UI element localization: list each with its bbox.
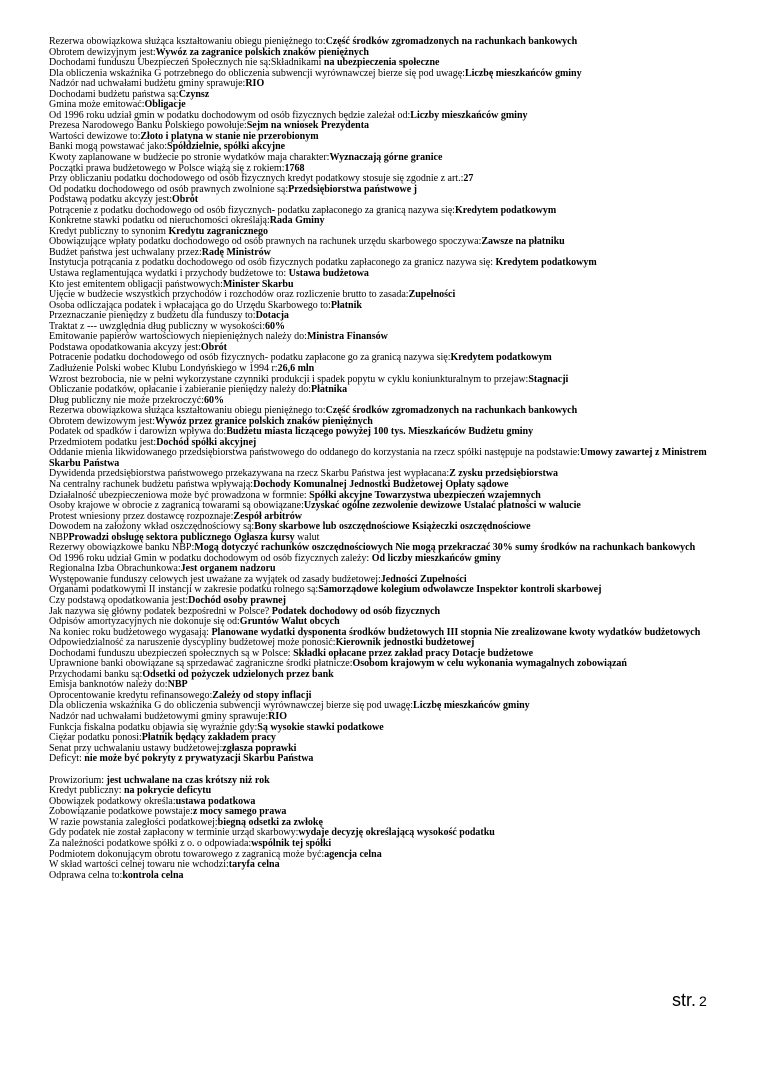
answer-text: Zależy od stopy inflacji <box>212 689 312 701</box>
answer-text: Ustawa budżetowa <box>288 268 369 280</box>
question-text: Przy obliczaniu podatku dochodowego od osób fizycznych kredyt podatkowy stosuje się zgodnie z art.: <box>49 173 464 185</box>
question-text: Obrotem dewizyjnym jest: <box>49 46 156 58</box>
question-text: Dywidenda przedsiębiorstwa państwowego przekazywana na rzecz Skarbu Państwa jest wypłacana: <box>49 468 450 480</box>
question-text: Funkcja fiskalna podatku objawia się wyraźnie gdy: <box>49 721 258 733</box>
qa-line <box>49 754 719 765</box>
question-text: Odprawa celna to: <box>49 869 123 881</box>
question-text: Od 1996 roku udział Gmin w podatku dochodowym od osób fizycznych zależy: <box>49 552 372 564</box>
answer-text: Kredytem podatkowym <box>450 352 552 364</box>
question-text: Wzrost bezrobocia, nie w pełni wykorzystane czynniki produkcji i spadek popytu w cyklu koniunkturalnym to przejaw: <box>49 373 529 385</box>
question-text: Emitowanie papierów wartościowych niepieniężnych należy do: <box>49 331 307 343</box>
answer-text: wydaje decyzję określającą wysokość podatku <box>298 827 495 839</box>
question-text: Traktat z --- uwzględnia dług publiczny w wysokości: <box>49 320 265 332</box>
question-text: Przychodami banku są: <box>49 668 143 680</box>
answer-text: z mocy samego prawa <box>192 806 287 818</box>
question-text: Rezerwa obowiązkowa służąca kształtowaniu obiegu pieniężnego to: <box>49 36 326 47</box>
question-text: Ciężar podatku ponosi: <box>49 732 142 744</box>
question-text: Nadzór nad uchwałami budżetu gminy sprawuje: <box>49 78 246 90</box>
question-text: Osoby krajowe w obrocie z zagranicą towarami są obowiązane: <box>49 500 304 512</box>
question-text: Zadłużenie Polski wobec Klubu Londyńskiego w 1994 r: <box>49 362 278 374</box>
answer-text: Obrót <box>200 341 228 353</box>
question-text: Prowizorium: <box>49 774 107 786</box>
question-text: Senat przy uchwalaniu ustawy budżetowej: <box>49 742 223 754</box>
question-text: Emisja banknotów należy do: <box>49 679 168 691</box>
question-text: Budżet państwa jest uchwalany przez: <box>49 246 202 258</box>
answer-text: Czynsz <box>178 88 210 100</box>
question-text: Oprocentowanie kredytu refinansowego: <box>49 689 213 701</box>
qa-list <box>49 37 719 881</box>
answer-text: Radę Ministrów <box>201 246 271 258</box>
answer-text: Dotacja <box>255 310 289 322</box>
answer-text: ustawa podatkowa <box>175 795 256 807</box>
question-text: Dla obliczenia wskaźnika G potrzebnego do obliczenia subwencji wyrównawczej bierze się pod uwagę: <box>49 67 465 79</box>
question-text: W skład wartości celnej towaru nie wchodzi: <box>49 859 229 871</box>
question-text: Obowiązujące wpłaty podatku dochodowego od osób prawnych na rachunek urzędu skarbowego spoczywa: <box>49 236 482 248</box>
answer-text: Płatnika <box>311 384 348 396</box>
question-text: Ujęcie w budżecie wszystkich przychodów i rozchodów oraz rozliczenie brutto to zasada: <box>49 289 409 301</box>
question-text: Gdy podatek nie został zapłacony w terminie urząd skarbowy: <box>49 827 299 839</box>
question-text: Nadzór nad uchwałami budżetowymi gminy sprawuje: <box>49 711 269 722</box>
question-text: Uprawnione banki obowiązane są sprzedawać zagraniczne środki płatnicze: <box>49 658 353 670</box>
question-text: Jak nazywa się główny podatek bezpośredni w Polsce? <box>49 605 272 617</box>
answer-text: Płatnik <box>330 299 362 311</box>
answer-text: Sejm na wniosek Prezydenta <box>246 120 370 132</box>
question-text: Przeznaczanie pieniędzy z budżetu dla funduszy to: <box>49 310 256 322</box>
question-text: Konkretne stawki podatku od nieruchomości określają: <box>49 215 270 227</box>
answer-text: wspólnik tej spółki <box>251 838 332 850</box>
question-text: Od podatku dochodowego od osób prawnych zwolnione są: <box>49 183 289 195</box>
answer-text: Wywóz przez granice polskich znaków pieniężnych <box>155 415 373 427</box>
answer-text: biegną odsetki za zwłokę <box>217 816 323 828</box>
answer-text: na ubezpieczenia społeczne <box>323 57 440 69</box>
page-footer <box>672 990 707 1011</box>
qa-block-main <box>49 37 719 765</box>
question-text: Potracenie podatku dochodowego od osób fizycznych- podatku zapłacone go za granicą nazywa się: <box>49 352 451 364</box>
question-text: Działalność ubezpieczeniowa może być prowadzona w formnie: <box>49 489 310 501</box>
answer-text: Z zysku przedsiębiorstwa <box>449 468 559 480</box>
answer-text: Zespół arbitrów <box>233 510 302 522</box>
question-text: Od 1996 roku udział gmin w podatku dochodowym od osób fizycznych będzie zależał od: <box>49 109 411 121</box>
answer-text: agencja celna <box>324 848 382 860</box>
answer-text: Osobom krajowym w celu wykonania wymagalnych zobowiązań <box>352 658 627 670</box>
answer-text: Ministra Finansów <box>306 331 388 343</box>
question-text: Banki mogą powstawać jako: <box>49 141 168 153</box>
question-text: Zobowiązanie podatkowe powstaje: <box>49 806 193 818</box>
question-text: Podstawa opodatkowania akcyzy jest: <box>49 341 201 353</box>
answer-text: Prowadzi obsługę sektora publicznego Ogłasza kursy <box>68 531 295 543</box>
answer-text: Płatnik będący zakładem pracy <box>141 732 276 744</box>
question-text: NBP <box>49 531 69 543</box>
answer-text: kontrola celna <box>122 869 184 881</box>
question-text: Potrącenie z podatku dochodowego od osób fizycznych- podatku zapłaconego za granicą nazywa się: <box>49 204 455 216</box>
qa-line <box>49 448 719 469</box>
answer-text: Liczby mieszkańców gminy <box>410 109 528 121</box>
answer-text: Obligacje <box>144 99 186 111</box>
answer-text: Dochód osoby prawnej <box>188 594 286 606</box>
question-text: W razie powstania zaległości podatkowej: <box>49 816 218 828</box>
answer-text: jest uchwalane na czas krótszy niż rok <box>106 774 270 786</box>
answer-text: Dochód spółki akcyjnej <box>156 436 257 448</box>
answer-text: Podatek dochodowy od osób fizycznych <box>271 605 441 617</box>
answer-text: Minister Skarbu <box>222 278 294 290</box>
answer-text: Obrót <box>172 194 199 206</box>
question-text: Obliczanie podatków, opłacanie i zabieranie pieniędzy należy do: <box>49 384 312 396</box>
question-text: Podmiotem dokonującym obrotu towarowego z zagranicą może być: <box>49 848 325 860</box>
question-text: Na centralny rachunek budżetu państwa wpływają: <box>49 478 254 490</box>
answer-text: Kierownik jednostki budżetowej <box>335 637 475 649</box>
question-text: Kredyt publiczny to synonim <box>49 225 169 237</box>
qa-block-secondary <box>49 776 719 881</box>
answer-text: Zupełności <box>408 289 456 301</box>
answer-text: Wywóz za zagranice polskich znaków pieniężnych <box>155 46 369 58</box>
answer-text: Gruntów Walut obcych <box>239 616 340 628</box>
answer-text: Część środków zgromadzonych na rachunkach bankowych <box>325 36 578 47</box>
answer-text: 60% <box>203 394 224 406</box>
question-text: Dochodami budżetu państwa są: <box>49 88 179 100</box>
question-text: Instytucja potrącania z podatku dochodowego od osób fizycznych podatku zapłaconego za granicz nazywa się: <box>49 257 496 269</box>
question-text: Kto jest emitentem obligacji państwowych: <box>49 278 223 290</box>
question-text: Kwoty zaplanowane w budżecie po stronie wydatków maja charakter: <box>49 152 330 164</box>
question-text: Deficyt: <box>49 753 85 765</box>
answer-text: Odsetki od pożyczek udzielonych przez bank <box>142 668 334 680</box>
answer-text: Uzyskać ogólne zezwolenie dewizowe Ustalać płatności w walucie <box>303 500 581 512</box>
answer-text: Złoto i platyna w stanie nie przerobionym <box>140 130 319 142</box>
question-text: Ustawa reglamentująca wydatki i przychody budżetowe to: <box>49 268 289 280</box>
question-text: Prezesa Narodowego Banku Polskiego powołuje: <box>49 120 247 132</box>
answer-text: Dochody Komunalnej Jednostki Budżetowej Opłaty sądowe <box>253 478 509 490</box>
answer-text: Jest organem nadzoru <box>180 563 276 575</box>
answer-text: Jedności Zupełności <box>380 573 467 585</box>
answer-text: Liczbę mieszkańców gminy <box>413 700 530 712</box>
question-text: Rezerwa obowiązkowa służąca kształtowaniu obiegu pieniężnego to: <box>49 405 326 417</box>
question-text: Rezerwy obowiązkowe banku NBP: <box>49 542 195 554</box>
answer-text: Spółdzielnie, spółki akcyjne <box>167 141 286 153</box>
question-text: Dochodami funduszu Ubezpieczeń Społecznych nie są:Składnikami <box>49 57 324 69</box>
answer-text: Zawsze na płatniku <box>481 236 565 248</box>
answer-text: Są wysokie stawki podatkowe <box>257 721 384 733</box>
answer-text: RIO <box>245 78 265 90</box>
answer-text: Mogą dotyczyć rachunków oszczędnościowych Nie mogą przekraczać 30% sumy środków na rachunkach bankowych <box>194 542 696 554</box>
answer-text: Wyznaczają górne granice <box>329 152 443 164</box>
question-text: Występowanie funduszy celowych jest uważane za wyjątek od zasady budżetowej: <box>49 573 381 585</box>
answer-text: Od liczby mieszkańców gminy <box>371 552 501 564</box>
answer-text: Liczbę mieszkańców gminy <box>464 67 582 79</box>
question-text: Wartości dewizowe to: <box>49 130 141 142</box>
question-text: Czy podstawą opodatkowania jest: <box>49 594 189 606</box>
answer-text: Bony skarbowe lub oszczędnościowe Książeczki oszczędnościowe <box>254 521 531 533</box>
question-text: Dowodem na założony wkład oszczędnościowy są: <box>49 521 255 533</box>
question-text: Dochodami funduszu ubezpieczeń społecznych są w Polsce: <box>49 647 294 659</box>
question-text: Początki prawa budżetowego w Polsce wiążą się z rokiem: <box>49 162 285 174</box>
page-number: 2 <box>699 993 707 1009</box>
answer-text: zgłasza poprawki <box>222 742 297 754</box>
answer-text: Umowy zawartej z Ministrem Skarbu Państwa <box>49 447 707 469</box>
answer-text: 27 <box>463 173 474 185</box>
question-text: Odpowiedzialność za naruszenie dyscypliny budżetowej może ponosić: <box>49 637 336 649</box>
answer-text: nie może być pokryty z prywatyzacji Skarbu Państwa <box>84 753 314 765</box>
question-text: Obowiązek podatkowy określa: <box>49 795 176 807</box>
answer-text: 1768 <box>284 162 305 174</box>
answer-text: Kredytem podatkowym <box>495 257 597 269</box>
answer-text: Przedsiębiorstwa państwowe j <box>288 183 417 195</box>
question-text: Dług publiczny nie może przekroczyć: <box>49 394 204 406</box>
answer-text: Spółki akcyjne Towarzystwa ubezpieczeń wzajemnych <box>309 489 541 501</box>
answer-text: taryfa celna <box>228 859 280 871</box>
answer-text: Samorządowe kolegium odwoławcze Inspektor kontroli skarbowej <box>318 584 602 596</box>
answer-text: Rada Gminy <box>269 215 325 227</box>
answer-text: Stagnacji <box>528 373 569 385</box>
question-text: Organami podatkowymi II instancji w zakresie podatku rolnego są: <box>49 584 319 596</box>
question-text: Dla obliczenia wskaźnika G do obliczenia subwencji wyrównawczej bierze się pod uwagę: <box>49 700 414 712</box>
answer-text: Kredytu zagranicznego <box>168 225 268 237</box>
question-text: Za należności podatkowe spółki z o. o odpowiada: <box>49 838 252 850</box>
answer-text: RIO <box>268 711 288 722</box>
question-text: Podstawą podatku akcyzy jest: <box>49 194 173 206</box>
answer-text: 26,6 mln <box>277 362 315 374</box>
question-text: Kredyt publiczny: <box>49 785 124 797</box>
question-text: Odpisów amortyzacyjnych nie dokonuje się od: <box>49 616 240 628</box>
answer-text: Część środków zgromadzonych na rachunkach bankowych <box>325 405 578 417</box>
question-text: Podatek od spadków i darowizn wpływa do: <box>49 426 227 438</box>
question-text: Osoba odliczająca podatek i wpłacająca go do Urzędu Skarbowego to: <box>49 299 331 311</box>
answer-text: Kredytem podatkowym <box>454 204 557 216</box>
question-text: Protest wniesiony przez dostawcę rozpoznaje: <box>49 510 234 522</box>
tail-text: walut <box>294 531 320 543</box>
answer-text: Planowane wydatki dysponenta środków budżetowych III stopnia Nie zrealizowane kwoty wydatków budżetowych <box>211 626 701 638</box>
answer-text: na pokrycie deficytu <box>123 785 212 797</box>
question-text: Gmina może emitować: <box>49 99 145 111</box>
question-text: Oddanie mienia likwidowanego przedsiębiorstwa państwowego do oddanego do korzystania na rzecz spółki następuje na podstawie: <box>49 447 580 459</box>
answer-text: Składki opłacane przez zakład pracy Dotacje budżetowe <box>293 647 534 659</box>
answer-text: NBP <box>167 679 188 691</box>
answer-text: Budżetu miasta liczącego powyżej 100 tys. Mieszkańców Budżetu gminy <box>226 426 534 438</box>
qa-line <box>49 871 719 882</box>
question-text: Regionalna Izba Obrachunkowa: <box>49 563 181 575</box>
answer-text: 60% <box>264 320 285 332</box>
question-text: Przedmiotem podatku jest: <box>49 436 157 448</box>
page-label: str. <box>672 990 697 1010</box>
question-text: Obrotem dewizowym jest: <box>49 415 156 427</box>
question-text: Na koniec roku budżetowego wygasają: <box>49 626 212 638</box>
